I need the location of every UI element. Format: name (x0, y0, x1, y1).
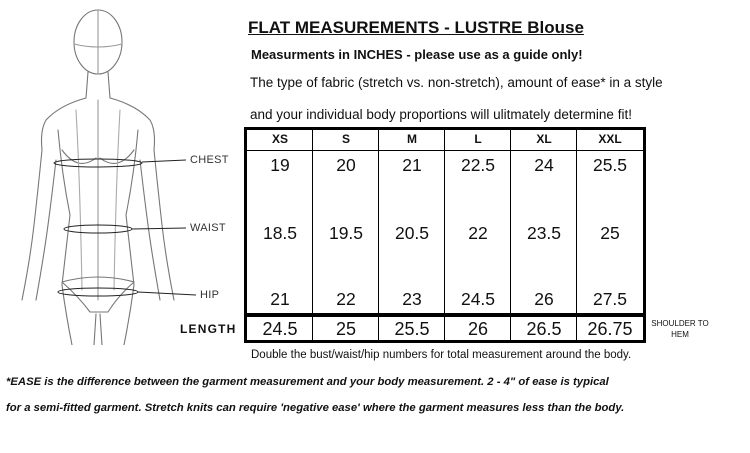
length-value-l: 26 (467, 319, 489, 339)
length-value-s: 25 (335, 319, 357, 339)
chest-value-xxl: 25.5 (592, 155, 628, 175)
size-header-l: L (474, 132, 482, 146)
description-line-1: The type of fabric (stretch vs. non-stretch), amount of ease* in a style (250, 75, 663, 90)
waist-value-l: 22 (468, 223, 488, 243)
size-table (244, 127, 646, 316)
hip-value-l: 24.5 (460, 289, 496, 309)
size-header-s: S (341, 132, 350, 146)
page-title: FLAT MEASUREMENTS - LUSTRE Blouse (248, 18, 584, 37)
chest-value-s: 20 (336, 155, 356, 175)
subtitle: Measurments in INCHES - please use as a guide only! (251, 47, 583, 62)
chest-value-l: 22.5 (460, 155, 496, 175)
hip-label: HIP (200, 289, 220, 301)
length-value-xl: 26.5 (526, 319, 562, 339)
size-header-m: M (407, 132, 417, 146)
length-value-m: 25.5 (394, 319, 430, 339)
waist-label: WAIST (190, 222, 226, 234)
waist-value-s: 19.5 (328, 223, 364, 243)
hip-value-xl: 26 (534, 289, 554, 309)
hip-value-xxl: 27.5 (592, 289, 628, 309)
ease-note-line-2: for a semi-fitted garment. Stretch knits can require 'negative ease' where the garment measures less than the body. (6, 402, 625, 414)
chest-label: CHEST (190, 154, 229, 166)
description-line-2: and your individual body proportions will ulitmately determine fit! (250, 107, 632, 122)
length-value-xs: 24.5 (262, 319, 298, 339)
waist-value-xs: 18.5 (262, 223, 298, 243)
ease-note-line-1: *EASE is the difference between the garment measurement and your body measurement. 2 - 4" of ease is typical (6, 376, 609, 388)
chest-value-xl: 24 (534, 155, 554, 175)
hip-value-s: 22 (336, 289, 356, 309)
size-header-xxl: XXL (598, 132, 622, 146)
waist-value-xl: 23.5 (526, 223, 562, 243)
waist-value-m: 20.5 (394, 223, 430, 243)
length-row (244, 314, 646, 343)
length-note: SHOULDER TO HEM (651, 319, 709, 339)
hip-value-m: 23 (402, 289, 422, 309)
waist-value-xxl: 25 (600, 223, 620, 243)
chest-value-xs: 19 (270, 155, 290, 175)
size-header-xl: XL (536, 132, 552, 146)
length-value-xxl: 26.75 (587, 319, 633, 339)
hip-value-xs: 21 (270, 289, 290, 309)
chest-value-m: 21 (402, 155, 422, 175)
size-header-xs: XS (271, 132, 288, 146)
length-label: LENGTH (180, 322, 237, 336)
double-measurement-note: Double the bust/waist/hip numbers for total measurement around the body. (251, 349, 632, 361)
